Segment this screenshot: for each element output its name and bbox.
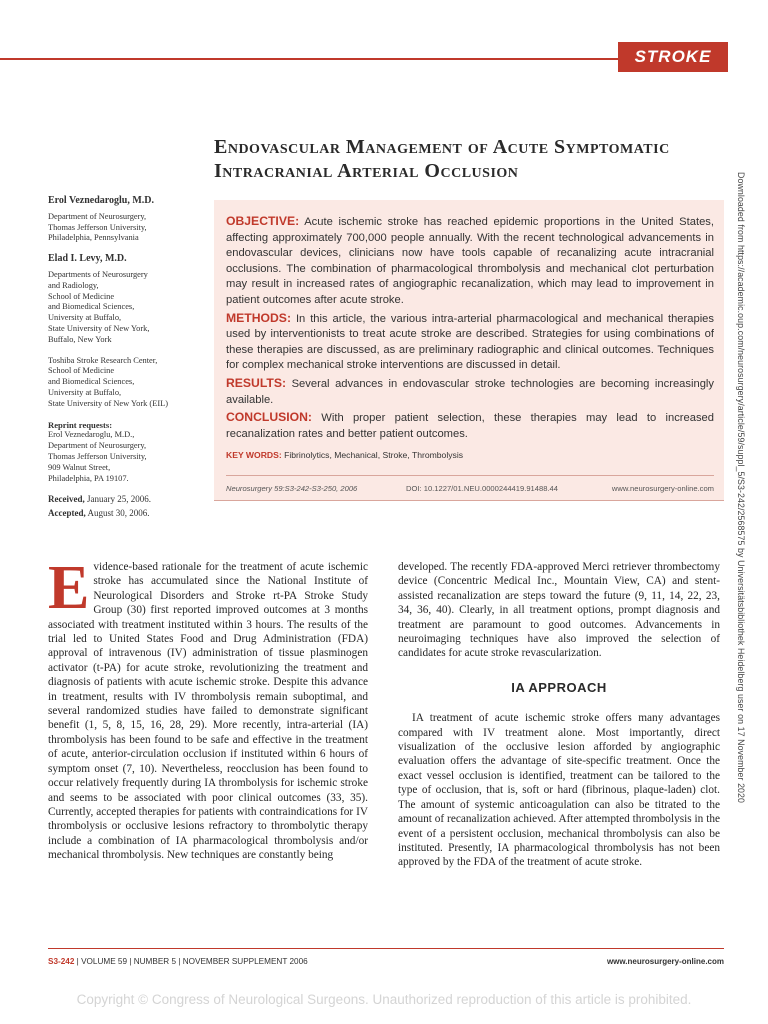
reprint-line: Philadelphia, PA 19107. (48, 473, 129, 483)
received-value: January 25, 2006. (86, 494, 151, 505)
affiliation-line: Thomas Jefferson University, (48, 222, 147, 232)
author-name-2: Elad I. Levy, M.D. (48, 253, 127, 265)
objective-text: Acute ischemic stroke has reached epidemic proportions in the United States, affecting approximately 700,000 people annually. With the recent technological advancements in endovascular devices, clinicians now have tools capable of recanalizing acute intracranial occlusions. The combination of pharmacological thrombolysis and mechanical clot perturbation may result in increased rates of angiographic recanalization, which may lead to improvement in patient outcomes after acute stroke. (226, 216, 714, 306)
author-name-1: Erol Veznedaroglu, M.D. (48, 195, 155, 206)
section-banner: STROKE (618, 42, 728, 72)
title-line-2: Intracranial Arterial Occlusion (214, 160, 519, 182)
footer-website[interactable]: www.neurosurgery-online.com (606, 957, 724, 966)
affiliation-line: and Biomedical Sciences, (48, 302, 135, 312)
author-affiliation-1 (48, 212, 208, 244)
received-date (48, 494, 208, 505)
conclusion-text: With proper patient selection, these therapies may lead to increased recanalization rates and better patient outcomes. (226, 412, 714, 440)
accepted-value: August 30, 2006. (87, 508, 150, 519)
reprint-heading: Reprint requests: (48, 419, 113, 430)
affiliation-line: University at Buffalo, (48, 313, 122, 323)
abstract-text (226, 214, 714, 464)
citation-website[interactable]: www.neurosurgery-online.com (611, 484, 714, 493)
abstract-results (226, 376, 714, 408)
article-title (214, 135, 734, 183)
title-line-1: Endovascular Management of Acute Symptomatic (214, 136, 670, 158)
affiliation-line: University at Buffalo, (48, 387, 122, 397)
author-affiliation-2 (48, 270, 208, 346)
citation-journal: Neurosurgery 59:S3-242-S3-250, 2006 (226, 484, 358, 493)
conclusion-heading: CONCLUSION: (226, 410, 312, 425)
keywords-heading: KEY WORDS: (226, 450, 282, 461)
results-text: Several advances in endovascular stroke technologies are becoming increasingly available. (226, 377, 715, 406)
citation-doi: DOI: 10.1227/01.NEU.0000244419.91488.44 (406, 484, 558, 493)
affiliation-line: State University of New York (EIL) (48, 398, 169, 408)
abstract-methods (226, 311, 714, 374)
drop-cap: E (48, 554, 90, 622)
author-column (48, 196, 208, 519)
received-label: Received, (48, 494, 85, 505)
abstract-box (214, 200, 724, 501)
footer-issue-info (48, 957, 308, 966)
download-stamp (736, 172, 746, 952)
body-column-1 (48, 554, 368, 863)
affiliation-line: State University of New York, (48, 323, 150, 333)
copyright-watermark: Copyright © Congress of Neurological Surgeons. Unauthorized reproduction of this article is prohibited. (76, 992, 692, 1007)
section-heading: IA APPROACH (511, 679, 607, 695)
author-affiliation-2b (48, 356, 208, 410)
affiliation-line: Philadelphia, Pennsylvania (48, 233, 139, 243)
reprint-line: Thomas Jefferson University, (48, 451, 147, 461)
affiliation-line: School of Medicine (48, 366, 115, 376)
reprint-address (48, 430, 208, 484)
reprint-line: Erol Veznedaroglu, M.D., (48, 430, 135, 440)
page-number: S3-242 (48, 957, 75, 966)
footer-rule (48, 948, 724, 949)
affiliation-line: and Biomedical Sciences, (48, 377, 135, 387)
methods-text: In this article, the various intra-arterial pharmacological and mechanical therapies used by interventionists to treat acute stroke are described. Strategies for using combinations of these therapies are discussed, as are preliminary radiographic and clinical outcomes. Techniques for complex mechanical stroke interventions are discussed in detail. (226, 312, 714, 372)
affiliation-line: Departments of Neurosurgery (48, 269, 148, 279)
accepted-date (48, 508, 208, 519)
abstract-divider (226, 475, 714, 476)
objective-heading: OBJECTIVE: (226, 214, 300, 228)
accepted-label: Accepted, (48, 508, 86, 519)
issue-info: | VOLUME 59 | NUMBER 5 | NOVEMBER SUPPLEMENT 2006 (74, 957, 308, 966)
abstract-objective (226, 214, 714, 309)
affiliation-line: Department of Neurosurgery, (48, 211, 147, 221)
body-column-2 (398, 560, 720, 870)
affiliation-line: and Radiology, (48, 280, 99, 290)
keywords (226, 448, 714, 464)
keywords-text: Fibrinolytics, Mechanical, Stroke, Thrombolysis (284, 450, 464, 461)
abstract-conclusion (226, 410, 714, 442)
affiliation-line: School of Medicine (48, 291, 115, 301)
reprint-line: Department of Neurosurgery, (48, 441, 147, 451)
body-paragraph: IA treatment of acute ischemic stroke offers many advantages compared with IV treatment alone. Most importantly, direct visualization of the occlusive lesion afforded by angiographic evaluation offers the advantage of site-specific treatment. Once the exact vessel occlusion is identified, treatment can be tailored to the type of occlusion, that is, soft or hard (fibrinous, plaque-laden) clot. The amount of systemic anticoagulation can also be titrated to the amount of recanalization achieved. After attempted thrombolysis in the event of a persistent occlusion, mechanical thrombolysis can also be instituted. Presently, IA pharmacological thrombolysis has not been approved by the FDA of the treatment of acute stroke. (398, 712, 720, 869)
affiliation-line: Toshiba Stroke Research Center, (48, 355, 158, 365)
results-heading: RESULTS: (226, 375, 287, 390)
methods-heading: METHODS: (226, 310, 291, 325)
body-paragraph: vidence-based rationale for the treatment of acute ischemic stroke has accumulated since the National Institute of Neurological Disorders and Stroke rt-PA Stroke Study Group (30) first reported improved outcomes at 3 months associated with treatment instituted within 3 hours. The results of the trial led to United States Food and Drug Administration (FDA) approval of intravenous (IV) administration of tissue plasminogen activator (t-PA) for acute stroke, revolutionizing the treatment and diagnosis of patients with acute ischemic stroke. Despite this advance in treatment, results with IV thrombolysis remain suboptimal, and several randomized studies have failed to demonstrate significant benefit (1, 5, 8, 15, 16, 28, 29). More recently, intra-arterial (IA) thrombolysis has been found to be safe and effective in the treatment of acute, anterior-circulation occlusion if instituted within 6 hours of symptom onset (7, 10). Nevertheless, reocclusion has been found to occur relatively frequently during IA thrombolysis for ischemic stroke and seems to be associated with poor clinical outcomes (33, 35). Currently, accepted therapies for patients with contraindications for IV thrombolysis or occlusive lesions refractory to thrombolytic therapy include a combination of IA pharmacological thrombolysis and/or mechanical thrombolysis. New techniques are constantly being (48, 561, 368, 862)
affiliation-line: Buffalo, New York (48, 334, 112, 344)
download-stamp-text: Downloaded from https://academic.oup.com/neurosurgery/article/59/suppl_5/S3-242/2568575 by Universitätsbibliothek Heidelberg user on 17 November 2020 (736, 172, 746, 804)
reprint-line: 909 Walnut Street, (48, 462, 111, 472)
body-paragraph: developed. The recently FDA-approved Merci retriever thrombectomy device (Concentric Medical Inc., Mountain View, CA) and stent-assisted recanalization are steps toward the future (9, 11, 14, 22, 23, 34, 36, 40). Clearly, in all treatment options, prompt diagnosis and treatment are paramount to good outcomes. Advancements in neuroimaging techniques have also improved the selection of candidates for acute stroke revascularization. (398, 561, 720, 660)
